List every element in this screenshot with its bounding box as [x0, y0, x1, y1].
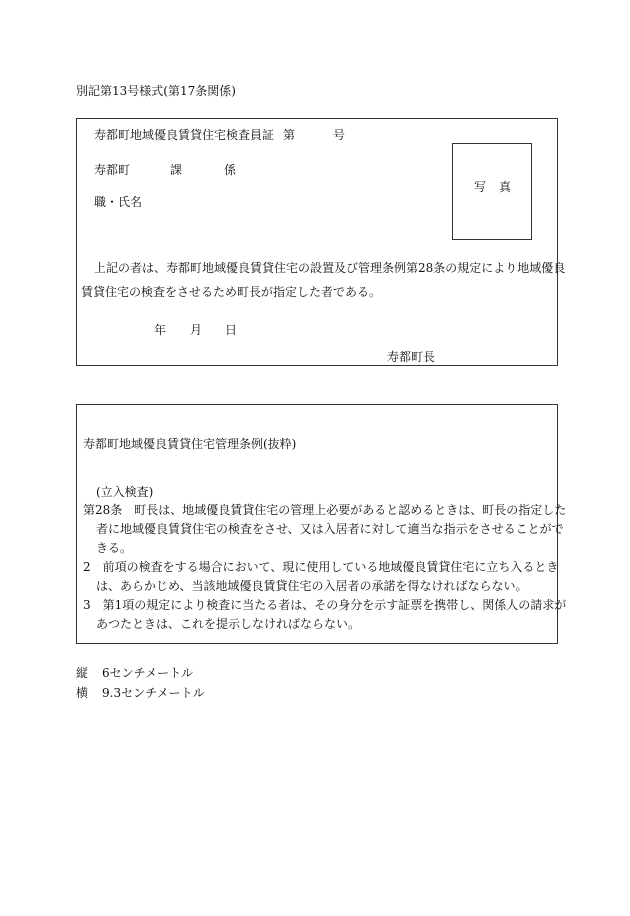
article-28-line-3: きる。 — [96, 541, 133, 555]
paragraph-2-line-1: 2 前項の検査をする場合において、現に使用している地域優良賃貸住宅に立ち入るとき — [83, 560, 559, 574]
photo-label-2: 真 — [499, 180, 512, 194]
affiliation-section: 課 — [170, 163, 183, 177]
section-heading: (立入検査) — [96, 485, 154, 499]
affiliation-town: 寿都町 — [94, 163, 131, 177]
certificate-number-label: 第 — [283, 128, 296, 142]
date-day: 日 — [225, 323, 238, 337]
statement-line-2: 賃貸住宅の検査をさせるため町長が指定した者である。 — [81, 285, 382, 299]
width-value: 9.3センチメートル — [102, 686, 205, 700]
width-label: 横 — [76, 686, 89, 700]
ordinance-excerpt-box — [76, 404, 567, 644]
photo-label-1: 写 — [474, 180, 487, 194]
photo-area — [452, 143, 532, 240]
certificate-title: 寿都町地域優良賃貸住宅検査員証 — [94, 128, 275, 142]
height-value: 6センチメートル — [102, 666, 194, 680]
paragraph-2-line-2: は、あらかじめ、当該地域優良賃貸住宅の入居者の承諾を得なければならない。 — [96, 579, 528, 593]
issuer-name: 寿都町長 — [387, 350, 436, 364]
name-label: 職・氏名 — [94, 195, 143, 209]
date-year: 年 — [154, 323, 167, 337]
date-month: 月 — [190, 323, 203, 337]
paragraph-3-line-1: 3 第1項の規定により検査に当たる者は、その身分を示す証票を携帯し、関係人の請求が — [83, 598, 567, 612]
excerpt-title: 寿都町地域優良賃貸住宅管理条例(抜粋) — [83, 437, 297, 451]
affiliation-unit: 係 — [224, 163, 237, 177]
article-28-line-1: 第28条 町長は、地域優良賃貸住宅の管理上必要があると認めるときは、町長の指定した — [83, 503, 567, 517]
certificate-card — [76, 118, 566, 366]
statement-line-1: 上記の者は、寿都町地域優良賃貸住宅の設置及び管理条例第28条の規定により地域優良 — [94, 261, 566, 275]
height-label: 縦 — [76, 666, 89, 680]
form-heading: 別記第13号様式(第17条関係) — [76, 84, 236, 98]
certificate-number-suffix: 号 — [333, 128, 346, 142]
paragraph-3-line-2: あつたときは、これを提示しなければならない。 — [96, 617, 361, 631]
article-28-line-2: 者に地域優良賃貸住宅の検査をさせ、又は入居者に対して適当な指示をさせることがで — [96, 522, 564, 536]
